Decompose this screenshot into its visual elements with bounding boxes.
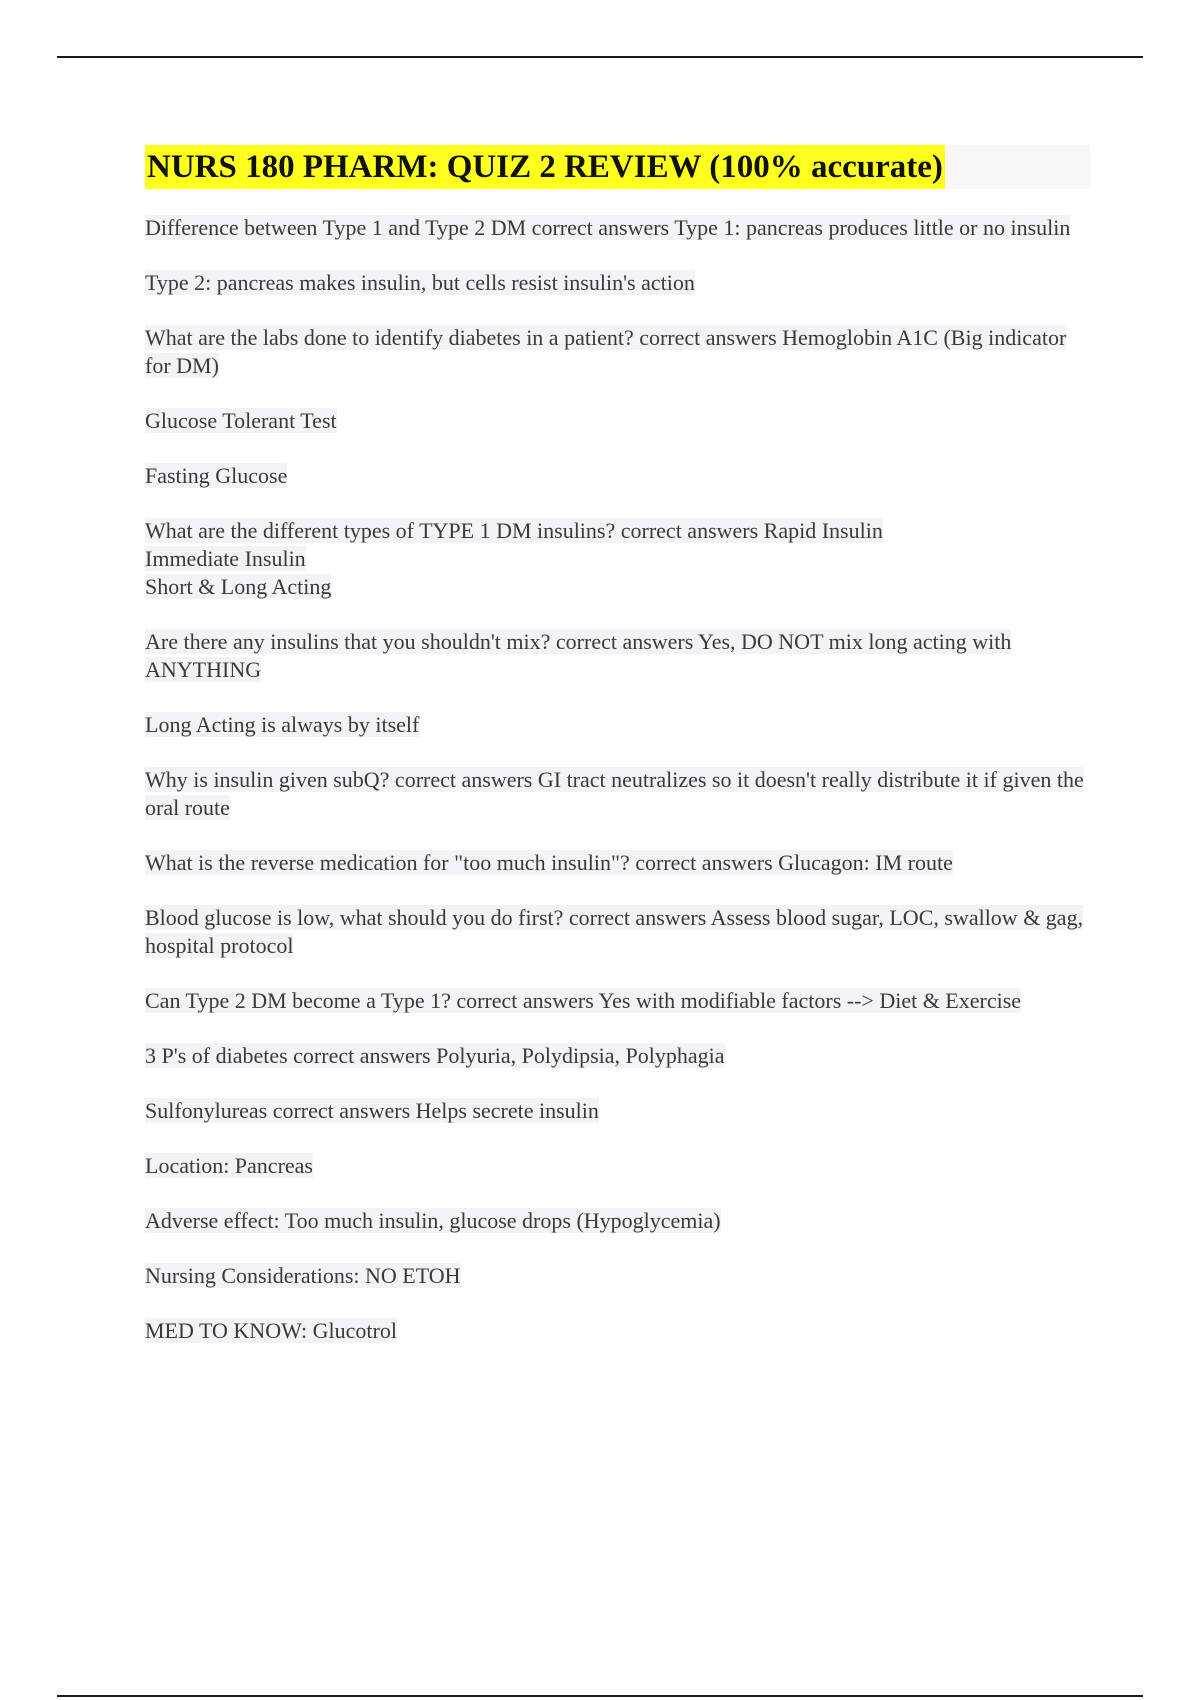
paragraph-text: Blood glucose is low, what should you do first? correct answers Assess blood sugar, LOC, swallow & gag, hospital protocol xyxy=(145,905,1084,958)
paragraph-2 xyxy=(145,269,1090,297)
paragraph-text: Type 2: pancreas makes insulin, but cells resist insulin's action xyxy=(145,270,695,295)
paragraph-15 xyxy=(145,1152,1090,1180)
title-band xyxy=(145,145,1090,189)
paragraph-text: Why is insulin given subQ? correct answers GI tract neutralizes so it doesn't really distribute it if given the oral route xyxy=(145,767,1084,820)
paragraph-text: Long Acting is always by itself xyxy=(145,712,420,737)
paragraph-4 xyxy=(145,407,1090,435)
paragraph-13 xyxy=(145,1042,1090,1070)
paragraph-text: 3 P's of diabetes correct answers Polyuria, Polydipsia, Polyphagia xyxy=(145,1043,725,1068)
paragraph-text: Are there any insulins that you shouldn't mix? correct answers Yes, DO NOT mix long acting with ANYTHING xyxy=(145,629,1012,682)
paragraph-text: Can Type 2 DM become a Type 1? correct answers Yes with modifiable factors --> Diet & Exercise xyxy=(145,988,1022,1013)
paragraph-9 xyxy=(145,766,1090,822)
paragraph-7 xyxy=(145,628,1090,684)
paragraph-text: What are the labs done to identify diabetes in a patient? correct answers Hemoglobin A1C (Big indicator for DM) xyxy=(145,325,1067,378)
paragraph-text: Fasting Glucose xyxy=(145,463,288,488)
paragraph-10 xyxy=(145,849,1090,877)
paragraph-16 xyxy=(145,1207,1090,1235)
document-body xyxy=(145,145,1090,1372)
paragraph-11 xyxy=(145,904,1090,960)
paragraph-text: Nursing Considerations: NO ETOH xyxy=(145,1263,461,1288)
paragraph-8 xyxy=(145,711,1090,739)
paragraph-text: Difference between Type 1 and Type 2 DM correct answers Type 1: pancreas produces little or no insulin xyxy=(145,215,1071,240)
document-title: NURS 180 PHARM: QUIZ 2 REVIEW (100% accurate) xyxy=(145,145,945,189)
paragraph-text: Sulfonylureas correct answers Helps secrete insulin xyxy=(145,1098,599,1123)
paragraph-text: Location: Pancreas xyxy=(145,1153,313,1178)
paragraph-text: Adverse effect: Too much insulin, glucose drops (Hypoglycemia) xyxy=(145,1208,721,1233)
paragraph-1 xyxy=(145,214,1090,242)
paragraph-text: MED TO KNOW: Glucotrol xyxy=(145,1318,397,1343)
paragraph-14 xyxy=(145,1097,1090,1125)
paragraph-17 xyxy=(145,1262,1090,1290)
paragraph-6 xyxy=(145,517,1090,601)
paragraph-5 xyxy=(145,462,1090,490)
paragraph-text: What are the different types of TYPE 1 DM insulins? correct answers Rapid Insulin Immediate Insulin Short & Long Acting xyxy=(145,518,883,599)
paragraph-3 xyxy=(145,324,1090,380)
top-rule xyxy=(57,56,1143,58)
paragraph-text: Glucose Tolerant Test xyxy=(145,408,337,433)
paragraph-text: What is the reverse medication for "too much insulin"? correct answers Glucagon: IM route xyxy=(145,850,953,875)
bottom-rule xyxy=(57,1695,1143,1697)
paragraph-12 xyxy=(145,987,1090,1015)
paragraph-18 xyxy=(145,1317,1090,1345)
